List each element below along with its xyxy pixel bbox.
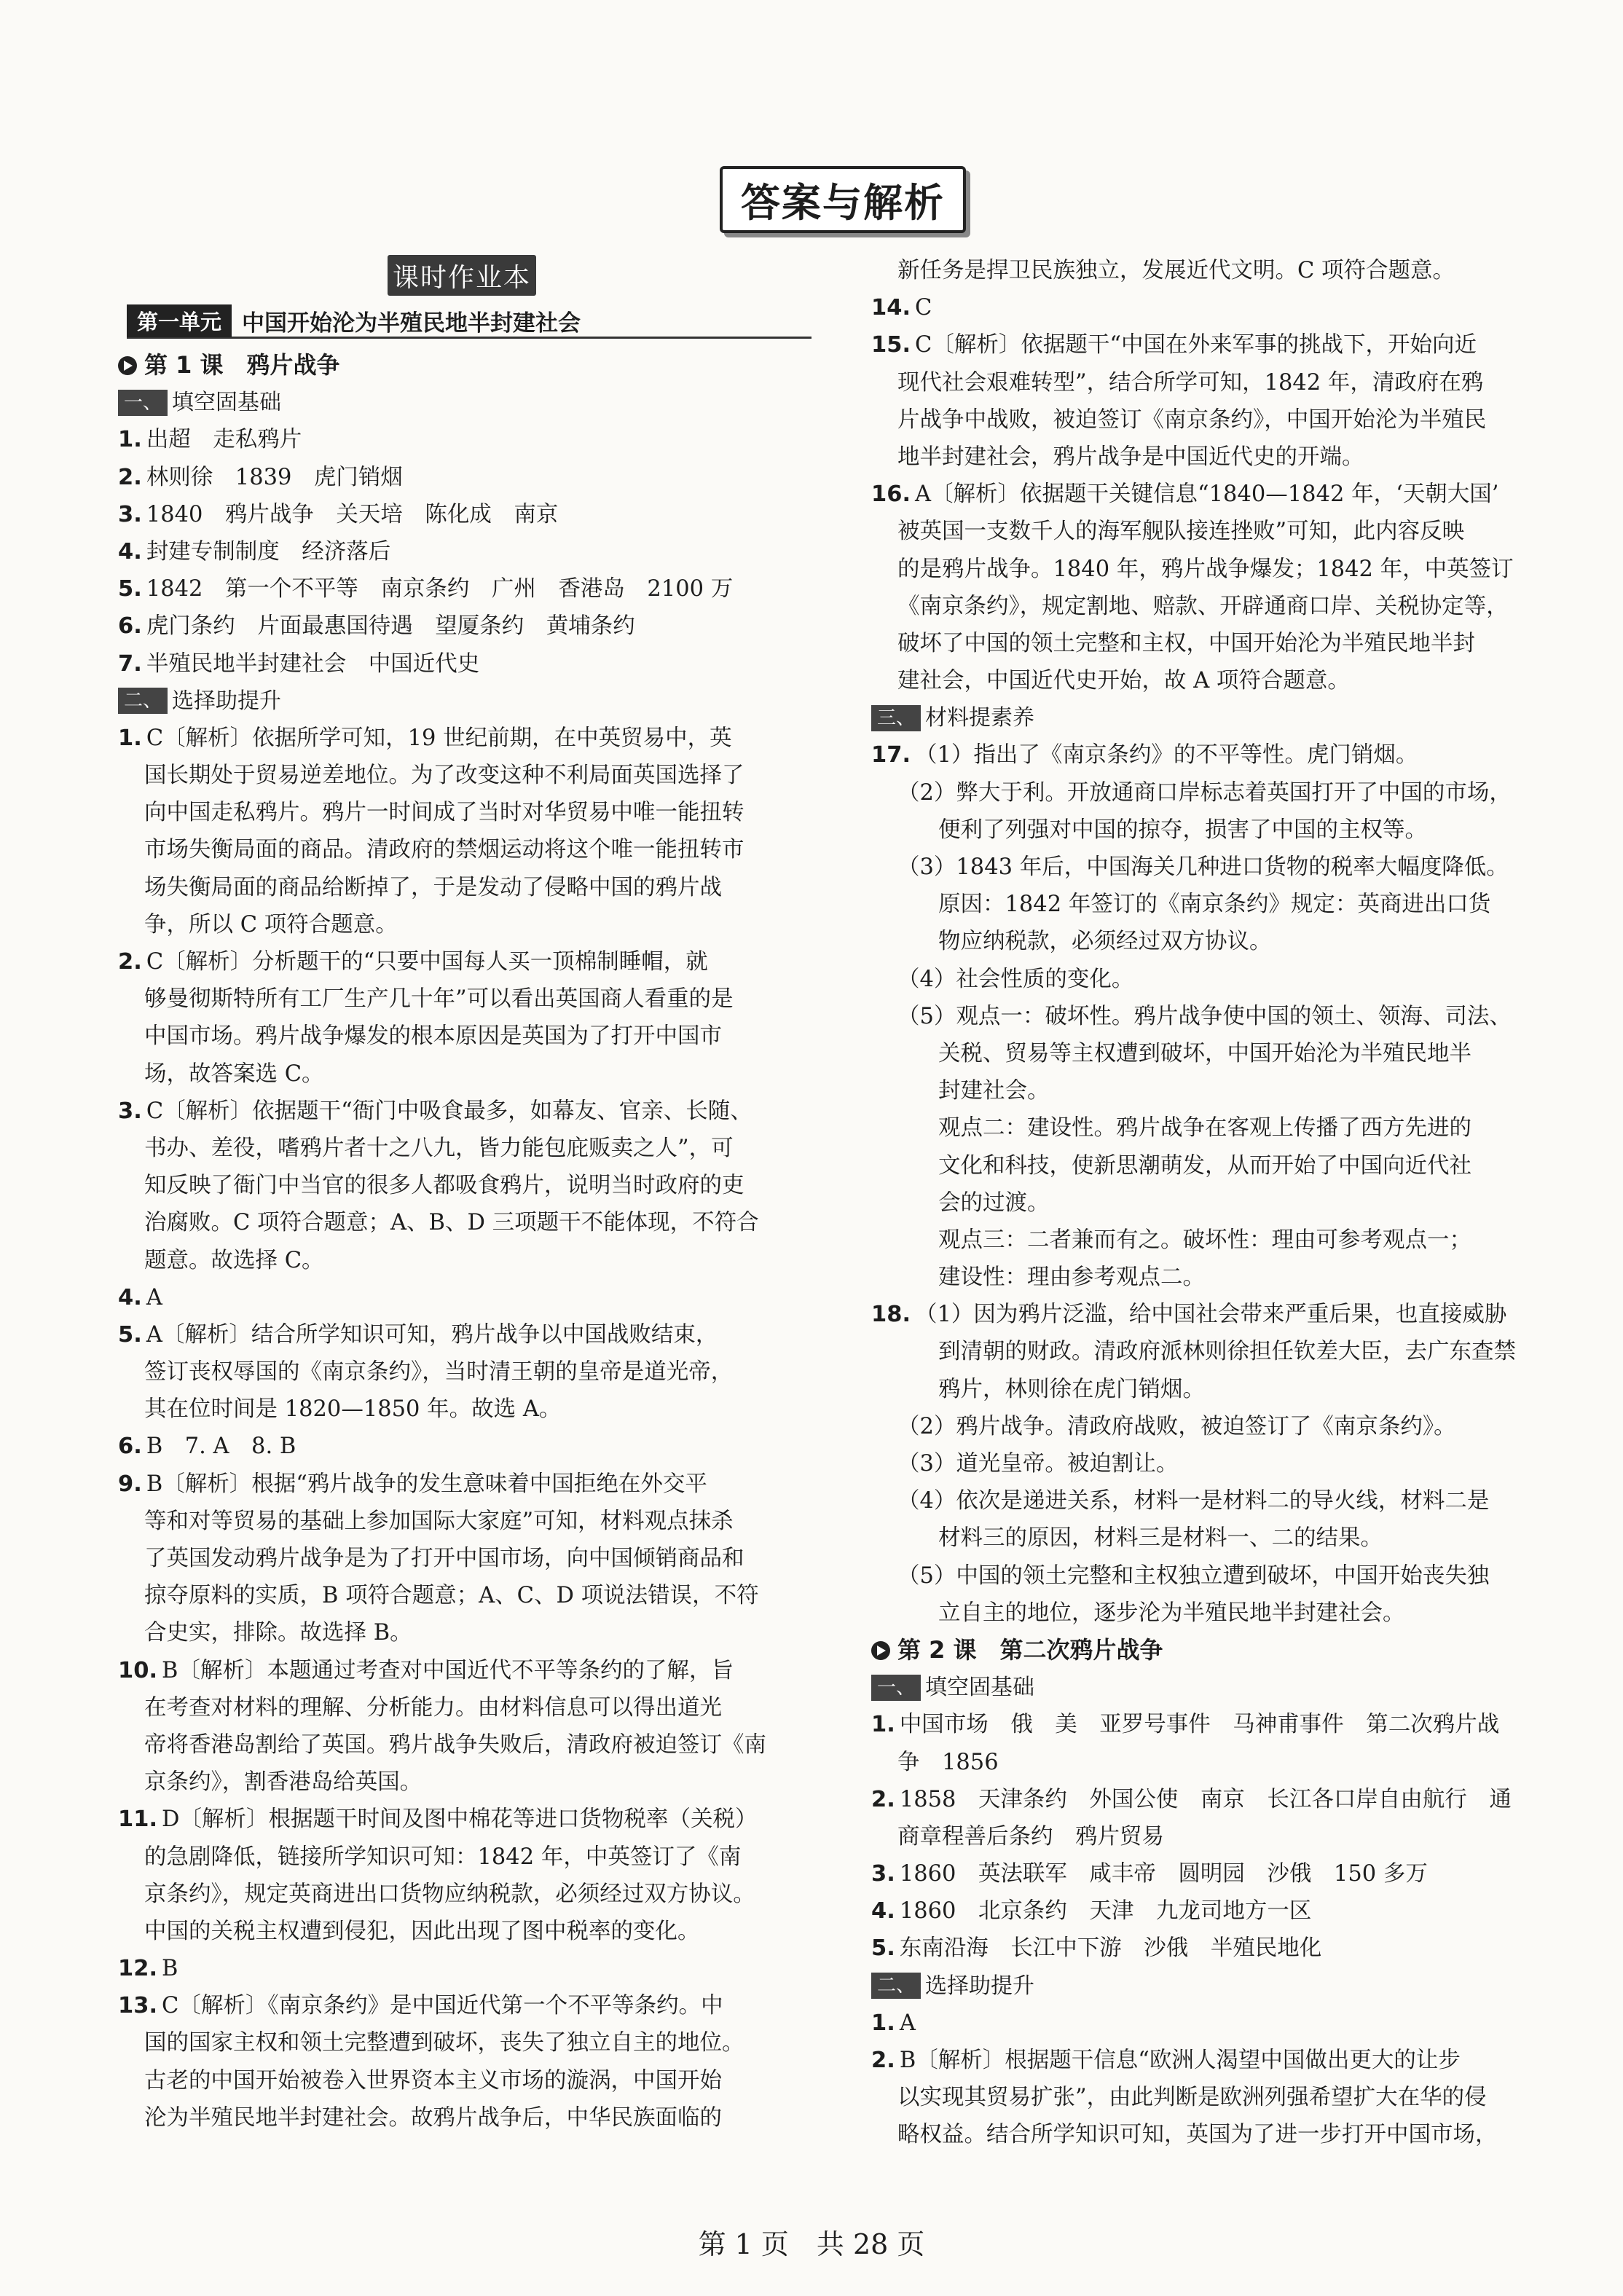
answer-line [871, 476, 1563, 513]
answer-text: （4）依次是递进关系，材料一是材料二的导火线，材料二是 [897, 1488, 1490, 1514]
question-number: 3. [118, 501, 142, 527]
answer-text: 鸦片，林则徐在虎门销烟。 [938, 1376, 1205, 1402]
subsection-title: 选择助提升 [925, 1973, 1035, 1999]
answer-line [871, 1892, 1563, 1930]
continuation-line [871, 1072, 1563, 1109]
continuation-line [871, 961, 1563, 998]
answer-text: C〔解析〕依据所学可知，19 世纪前期，在中英贸易中，英 [146, 725, 732, 751]
continuation-line [871, 513, 1563, 550]
answer-line [118, 1316, 810, 1353]
continuation-line [871, 2116, 1563, 2153]
answer-line [871, 1855, 1563, 1892]
answer-text: 《南京条约》，规定割地、赔款、开辟通商口岸、关税协定等， [897, 593, 1509, 619]
answer-text: 观点三：二者兼而有之。破坏性：理由可参考观点一； [938, 1227, 1471, 1253]
answer-text: A [899, 2010, 916, 2036]
answer-text: （2）弊大于利。开放通商口岸标志着英国打开了中国的市场， [897, 779, 1512, 806]
continuation-line [118, 2062, 810, 2099]
answer-text: （2）鸦片战争。清政府战败，被迫签订了《南京条约》。 [897, 1413, 1456, 1439]
page-title: 答案与解析 [720, 166, 966, 233]
continuation-line [871, 252, 1563, 289]
question-number: 4. [871, 1898, 895, 1925]
question-number: 10. [118, 1657, 158, 1683]
answer-text: 的急剧降低，链接所学知识可知：1842 年，中英签订了《南 [144, 1844, 742, 1870]
question-number: 2. [118, 949, 142, 975]
answer-line [118, 496, 810, 533]
continuation-line [871, 401, 1563, 439]
subsection-title: 材料提素养 [925, 705, 1035, 731]
answer-line [118, 1428, 810, 1465]
continuation-line [118, 980, 810, 1018]
section-banner: 课时作业本 [388, 255, 536, 296]
answer-text: 会的过渡。 [938, 1190, 1050, 1216]
answer-text: 关税、贸易等主权遭到破坏，中国开始沦为半殖民地半 [938, 1040, 1471, 1066]
continuation-line [871, 1259, 1563, 1296]
answer-text: 合史实，排除。故选择 B。 [144, 1620, 412, 1646]
answer-text: 东南沿海 长江中下游 沙俄 半殖民地化 [899, 1935, 1322, 1962]
question-number: 14. [871, 295, 911, 321]
answer-text: 京条约》，割香港岛给英国。 [144, 1769, 423, 1796]
continuation-line [118, 2024, 810, 2061]
continuation-line [118, 2099, 810, 2136]
question-number: 18. [871, 1302, 911, 1328]
answer-text: 立自主的地位，逐步沦为半殖民地半封建社会。 [938, 1600, 1405, 1626]
continuation-line [871, 1035, 1563, 1072]
continuation-line [118, 1614, 810, 1651]
answer-text: 够曼彻斯特所有工厂生产几十年”可以看出英国商人看重的是 [144, 986, 734, 1013]
subsection-title: 填空固基础 [925, 1675, 1035, 1701]
answer-text: 观点二：建设性。鸦片战争在客观上传播了西方先进的 [938, 1115, 1471, 1141]
answer-text: 地半封建社会，鸦片战争是中国近代史的开端。 [897, 444, 1364, 470]
question-number: 7. [118, 650, 142, 677]
continuation-line [118, 1130, 810, 1167]
question-number: 6. [118, 613, 142, 640]
answer-line [118, 943, 810, 980]
answer-text: （3）1843 年后，中国海关几种进口货物的税率大幅度降低。 [897, 854, 1509, 880]
subsection-heading [118, 384, 810, 421]
answer-text: C〔解析〕《南京条约》是中国近代第一个不平等条约。中 [162, 1993, 723, 2019]
question-number: 6. [118, 1434, 142, 1460]
continuation-line [118, 1913, 810, 1950]
answer-line [118, 1950, 810, 1987]
answer-text: 现代社会艰难转型”，结合所学可知，1842 年，清政府在鸦 [897, 369, 1484, 396]
answer-line [871, 289, 1563, 326]
unit-tag: 第一单元 [127, 304, 232, 337]
continuation-line [871, 1371, 1563, 1408]
answer-text: 等和对等贸易的基础上参加国际大家庭”可知，材料观点抹杀 [144, 1508, 734, 1534]
lesson-heading [871, 1632, 1563, 1669]
answer-text: C〔解析〕依据题干“中国在外来军事的挑战下，开始向近 [915, 332, 1477, 358]
answer-text: 虎门条约 片面最惠国待遇 望厦条约 黄埔条约 [146, 613, 635, 640]
answer-text: 林则徐 1839 虎门销烟 [146, 464, 403, 490]
lesson-heading [118, 347, 810, 384]
answer-text: 1840 鸦片战争 关天培 陈化成 南京 [146, 501, 559, 527]
continuation-line [871, 662, 1563, 699]
subsection-tag: 一、 [871, 1675, 921, 1701]
answer-text: 原因：1842 年签订的《南京条约》规定：英商进出口货 [938, 892, 1491, 918]
right-column [871, 252, 1563, 2154]
continuation-line [871, 439, 1563, 476]
question-number: 15. [871, 332, 911, 358]
answer-text: A [146, 1284, 162, 1310]
answer-text: C [915, 295, 932, 321]
question-number: 3. [118, 1098, 142, 1124]
continuation-line [118, 831, 810, 868]
continuation-line [871, 1109, 1563, 1147]
answer-text: 场失衡局面的商品给断掉了，于是发动了侵略中国的鸦片战 [144, 874, 722, 900]
continuation-line [118, 869, 810, 906]
answer-text: B〔解析〕根据题干信息“欧洲人渴望中国做出更大的让步 [899, 2048, 1461, 2073]
answer-line [118, 570, 810, 608]
continuation-line [118, 1353, 810, 1391]
subsection-heading [871, 1669, 1563, 1706]
question-number: 12. [118, 1956, 158, 1982]
question-number: 11. [118, 1806, 158, 1833]
continuation-line [871, 588, 1563, 625]
continuation-line [118, 1503, 810, 1540]
continuation-line [871, 1222, 1563, 1259]
subsection-tag: 一、 [118, 390, 168, 416]
continuation-line [871, 998, 1563, 1035]
answer-line [118, 1801, 810, 1838]
continuation-line [871, 1818, 1563, 1855]
answer-text: 出超 走私鸦片 [146, 427, 302, 453]
continuation-line [118, 1204, 810, 1241]
answer-text: 书办、差役，嗜鸦片者十之八九，皆力能包庇贩卖之人”，可 [144, 1135, 734, 1161]
question-number: 4. [118, 1284, 142, 1310]
answer-line [118, 1093, 810, 1130]
answer-text: 帝将香港岛割给了英国。鸦片战争失败后，清政府被迫签订《南 [144, 1731, 766, 1758]
continuation-line [871, 1482, 1563, 1519]
continuation-line [871, 2079, 1563, 2116]
answer-text: B [162, 1956, 178, 1982]
continuation-line [871, 811, 1563, 849]
answer-line [871, 1706, 1563, 1743]
lesson-title: 第 2 课 第二次鸦片战争 [897, 1635, 1163, 1664]
answer-text: 1860 北京条约 天津 九龙司地方一区 [899, 1898, 1312, 1925]
continuation-line [871, 1744, 1563, 1781]
answer-line [118, 720, 810, 757]
question-number: 1. [871, 1712, 895, 1738]
answer-text: 场，故答案选 C。 [144, 1061, 324, 1087]
continuation-line [871, 1408, 1563, 1445]
question-number: 1. [871, 2010, 895, 2036]
lesson-title: 第 1 课 鸦片战争 [144, 351, 340, 379]
answer-text: B 7. A 8. B [146, 1434, 296, 1460]
subsection-heading [871, 1967, 1563, 2005]
answer-text: C〔解析〕分析题干的“只要中国每人买一顶棉制睡帽，就 [146, 949, 708, 975]
continuation-line [118, 1764, 810, 1801]
answer-text: 片战争中战败，被迫签订《南京条约》，中国开始沦为半殖民 [897, 406, 1487, 433]
answer-text: 封建专制制度 经济落后 [146, 538, 391, 565]
answer-line [118, 608, 810, 645]
answer-text: 市场失衡局面的商品。清政府的禁烟运动将这个唯一能扭转市 [144, 837, 744, 863]
question-number: 2. [118, 464, 142, 490]
answer-text: 略权益。结合所学知识可知，英国为了进一步打开中国市场， [897, 2122, 1498, 2148]
page-footer: 第 1 页 共 28 页 [698, 2228, 925, 2260]
continuation-line [118, 1577, 810, 1614]
question-number: 16. [871, 481, 911, 508]
continuation-line [871, 1557, 1563, 1595]
answer-text: D〔解析〕根据题干时间及图中棉花等进口货物税率（关税） [162, 1806, 758, 1833]
answer-text: 向中国走私鸦片。鸦片一时间成了当时对华贸易中唯一能扭转 [144, 800, 744, 826]
answer-text: 被英国一支数千人的海军舰队接连挫败”可知，此内容反映 [897, 519, 1465, 545]
continuation-line [871, 364, 1563, 401]
answer-text: 了英国发动鸦片战争是为了打开中国市场，向中国倾销商品和 [144, 1546, 744, 1571]
answer-line [871, 736, 1563, 774]
play-circle-icon [871, 1641, 890, 1660]
answer-line [118, 1466, 810, 1503]
answer-text: 1842 第一个不平等 南京条约 广州 香港岛 2100 万 [146, 576, 734, 602]
answer-text: 文化和科技，使新思潮萌发，从而开始了中国向近代社 [938, 1152, 1471, 1179]
question-number: 3. [871, 1861, 895, 1887]
answer-text: 新任务是捍卫民族独立，发展近代文明。C 项符合题意。 [897, 258, 1455, 283]
answer-text: 的是鸦片战争。1840 年，鸦片战争爆发；1842 年，中英签订 [897, 556, 1514, 582]
answer-text: 争 1856 [897, 1749, 999, 1775]
answer-text: 知反映了衙门中当官的很多人都吸食鸦片，说明当时政府的吏 [144, 1173, 744, 1199]
continuation-line [118, 1726, 810, 1764]
play-circle-icon [118, 356, 137, 375]
answer-text: A〔解析〕结合所学知识可知，鸦片战争以中国战败结束， [146, 1321, 718, 1348]
question-number: 1. [118, 427, 142, 453]
continuation-line [871, 886, 1563, 923]
answer-text: 其在位时间是 1820—1850 年。故选 A。 [144, 1396, 562, 1423]
continuation-line [871, 625, 1563, 662]
answer-text: 破坏了中国的领土完整和主权，中国开始沦为半殖民地半封 [897, 630, 1475, 656]
answer-text: 到清朝的财政。清政府派林则徐担任钦差大臣，去广东查禁 [938, 1339, 1516, 1365]
continuation-line [118, 1242, 810, 1279]
subsection-tag: 三、 [871, 705, 921, 731]
answer-text: B〔解析〕本题通过考查对中国近代不平等条约的了解，旨 [162, 1657, 734, 1683]
answer-line [871, 326, 1563, 363]
subsection-title: 填空固基础 [172, 390, 282, 416]
continuation-line [118, 757, 810, 794]
continuation-line [871, 774, 1563, 811]
unit-title: 中国开始沦为半殖民地半封建社会 [242, 310, 581, 337]
question-number: 13. [118, 1993, 158, 2019]
question-number: 5. [118, 576, 142, 602]
continuation-line [118, 1540, 810, 1577]
answer-line [118, 421, 810, 458]
answer-text: 京条约》，规定英商进出口货物应纳税款，必须经过双方协议。 [144, 1881, 755, 1907]
continuation-line [118, 1876, 810, 1913]
continuation-line [871, 1595, 1563, 1632]
subsection-heading [871, 699, 1563, 736]
question-number: 4. [118, 538, 142, 565]
continuation-line [118, 1839, 810, 1876]
continuation-line [118, 1391, 810, 1428]
answer-line [871, 1296, 1563, 1333]
answer-text: （5）观点一：破坏性。鸦片战争使中国的领土、领海、司法、 [897, 1003, 1512, 1029]
answer-text: 中国市场。鸦片战争爆发的根本原因是英国为了打开中国市 [144, 1023, 722, 1050]
answer-text: 1860 英法联军 咸丰帝 圆明园 沙俄 150 多万 [899, 1861, 1428, 1887]
answer-text: （5）中国的领土完整和主权独立遭到破坏，中国开始丧失独 [897, 1562, 1490, 1589]
question-number: 17. [871, 742, 911, 768]
continuation-line [871, 551, 1563, 588]
answer-text: （1）因为鸦片泛滥，给中国社会带来严重后果，也直接威胁 [915, 1302, 1507, 1328]
answer-line [118, 533, 810, 570]
answer-line [118, 1279, 810, 1316]
answer-line [871, 1930, 1563, 1967]
continuation-line [871, 1147, 1563, 1184]
answer-line [871, 1781, 1563, 1818]
answer-text: 古老的中国开始被卷入世界资本主义市场的漩涡，中国开始 [144, 2067, 722, 2093]
continuation-line [871, 849, 1563, 886]
answer-text: （4）社会性质的变化。 [897, 966, 1134, 992]
subsection-heading [118, 683, 810, 720]
answer-text: C〔解析〕依据题干“衙门中吸食最多，如幕友、官亲、长随、 [146, 1098, 752, 1124]
question-number: 9. [118, 1471, 142, 1497]
answer-text: 物应纳税款，必须经过双方协议。 [938, 929, 1272, 955]
answer-text: 1858 天津条约 外国公使 南京 长江各口岸自由航行 通 [899, 1786, 1512, 1812]
continuation-line [118, 906, 810, 943]
answer-line [118, 459, 810, 496]
question-number: 5. [118, 1321, 142, 1348]
unit-header [127, 304, 812, 339]
answer-text: 封建社会。 [938, 1078, 1050, 1104]
answer-line [118, 1987, 810, 2024]
subsection-tag: 二、 [871, 1973, 921, 1999]
answer-line [871, 2042, 1563, 2079]
answer-text: （3）道光皇帝。被迫割让。 [897, 1451, 1179, 1477]
continuation-line [118, 1689, 810, 1726]
answer-text: 题意。故选择 C。 [144, 1247, 324, 1273]
continuation-line [871, 1519, 1563, 1557]
answer-text: 商章程善后条约 鸦片贸易 [897, 1823, 1164, 1849]
continuation-line [871, 1184, 1563, 1222]
continuation-line [871, 1445, 1563, 1482]
continuation-line [871, 923, 1563, 960]
answer-text: 以实现其贸易扩张”，由此判断是欧洲列强希望扩大在华的侵 [897, 2085, 1487, 2111]
answer-text: 国的国家主权和领土完整遭到破坏，丧失了独立自主的地位。 [144, 2030, 744, 2056]
continuation-line [118, 794, 810, 831]
answer-text: 沦为半殖民地半封建社会。故鸦片战争后，中华民族面临的 [144, 2104, 722, 2131]
answer-text: 中国的关税主权遭到侵犯，因此出现了图中税率的变化。 [144, 1918, 700, 1944]
answer-text: 材料三的原因，材料三是材料一、二的结果。 [938, 1525, 1383, 1552]
continuation-line [118, 1167, 810, 1204]
continuation-line [118, 1055, 810, 1093]
answer-text: 便利了列强对中国的掠夺，损害了中国的主权等。 [938, 817, 1427, 843]
question-number: 5. [871, 1935, 895, 1962]
answer-line [871, 2005, 1563, 2042]
answer-text: 掠夺原料的实质，B 项符合题意；A、C、D 项说法错误，不符 [144, 1583, 759, 1609]
answer-line [118, 645, 810, 683]
question-number: 1. [118, 725, 142, 751]
question-number: 2. [871, 1786, 895, 1812]
subsection-title: 选择助提升 [172, 688, 282, 714]
answer-text: 治腐败。C 项符合题意；A、B、D 三项题干不能体现，不符合 [144, 1210, 759, 1236]
question-number: 2. [871, 2048, 895, 2073]
answer-text: 签订丧权辱国的《南京条约》，当时清王朝的皇帝是道光帝， [144, 1359, 734, 1385]
answer-text: 建社会，中国近代史开始，故 A 项符合题意。 [897, 668, 1350, 694]
answer-text: 中国市场 俄 美 亚罗号事件 马神甫事件 第二次鸦片战 [899, 1712, 1500, 1738]
answer-text: （1）指出了《南京条约》的不平等性。虎门销烟。 [915, 742, 1418, 768]
answer-text: 在考查对材料的理解、分析能力。由材料信息可以得出道光 [144, 1694, 722, 1721]
answer-text: 半殖民地半封建社会 中国近代史 [146, 650, 480, 677]
answer-text: 国长期处于贸易逆差地位。为了改变这种不利局面英国选择了 [144, 763, 744, 789]
answer-text: A〔解析〕依据题干关键信息“1840—1842 年，‘天朝大国’ [915, 481, 1499, 508]
continuation-line [118, 1018, 810, 1055]
answer-text: 争，所以 C 项符合题意。 [144, 911, 398, 937]
continuation-line [871, 1333, 1563, 1370]
answer-line [118, 1652, 810, 1689]
left-column [118, 347, 810, 2136]
subsection-tag: 二、 [118, 688, 168, 714]
answer-text: 建设性：理由参考观点二。 [938, 1265, 1205, 1291]
answer-text: B〔解析〕根据“鸦片战争的发生意味着中国拒绝在外交平 [146, 1471, 707, 1497]
